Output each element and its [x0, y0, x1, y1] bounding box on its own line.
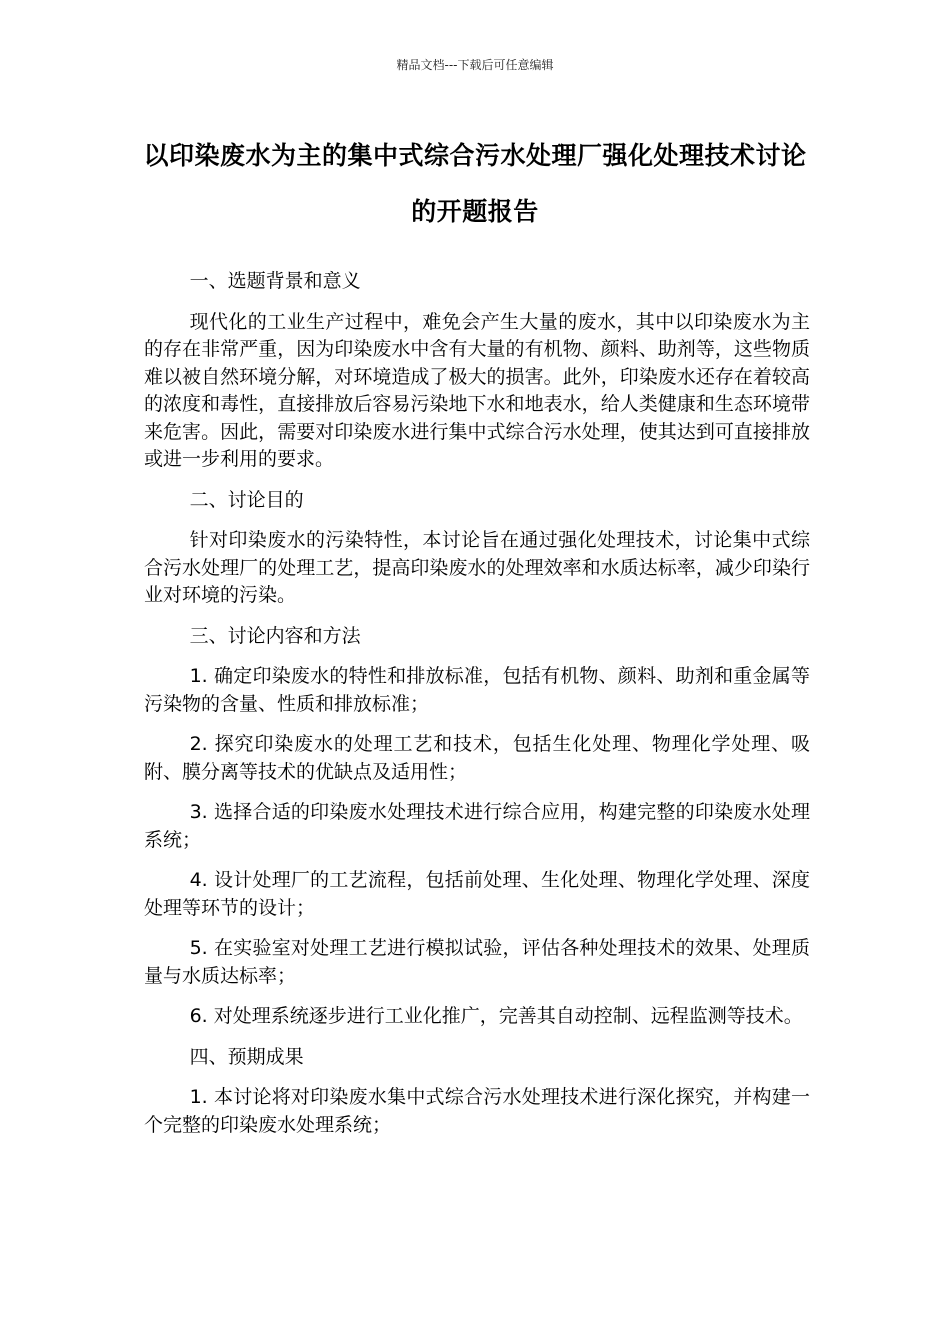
- methods-item-5: 5. 在实验室对处理工艺进行模拟试验，评估各种处理技术的效果、处理质量与水质达标率；: [144, 937, 810, 987]
- paragraph-background: 现代化的工业生产过程中，难免会产生大量的废水，其中以印染废水为主的存在非常严重，因为印染废水中含有大量的有机物、颜料、助剂等，这些物质难以被自然环境分解，对环境造成了极大的损害。此外，印染废水还存在着较高的浓度和毒性，直接排放后容易污染地下水和地表水，给人类健康和生态环境带来危害。因此，需要对印染废水进行集中式综合污水处理，使其达到可直接排放或进一步利用的要求。: [144, 310, 810, 470]
- header-note: 精品文档---下载后可任意编辑: [396, 58, 554, 72]
- paragraph-purpose: 针对印染废水的污染特性，本讨论旨在通过强化处理技术，讨论集中式综合污水处理厂的处理工艺，提高印染废水的处理效率和水质达标率，减少印染行业对环境的污染。: [144, 529, 810, 606]
- methods-item-6: 6. 对处理系统逐步进行工业化推广，完善其自动控制、远程监测等技术。: [189, 1005, 803, 1027]
- section-heading-methods: 三、讨论内容和方法: [189, 624, 361, 647]
- results-item-1: 1. 本讨论将对印染废水集中式综合污水处理技术进行深化探究，并构建一个完整的印染废水处理系统；: [144, 1086, 810, 1136]
- methods-item-4: 4. 设计处理厂的工艺流程，包括前处理、生化处理、物理化学处理、深度处理等环节的设计；: [144, 869, 810, 919]
- methods-item-3: 3. 选择合适的印染废水处理技术进行综合应用，构建完整的印染废水处理系统；: [144, 801, 810, 851]
- section-heading-background: 一、选题背景和意义: [189, 270, 361, 292]
- section-heading-results: 四、预期成果: [189, 1045, 304, 1068]
- document-body: [144, 268, 810, 1152]
- methods-item-2: 2. 探究印染废水的处理工艺和技术，包括生化处理、物理化学处理、吸附、膜分离等技术的优缺点及适用性；: [144, 733, 810, 783]
- document-title: 以印染废水为主的集中式综合污水处理厂强化处理技术讨论的开题报告: [143, 141, 807, 226]
- section-heading-purpose: 二、讨论目的: [189, 488, 304, 511]
- methods-item-1: 1. 确定印染废水的特性和排放标准，包括有机物、颜料、助剂和重金属等污染物的含量、性质和排放标准；: [144, 665, 810, 715]
